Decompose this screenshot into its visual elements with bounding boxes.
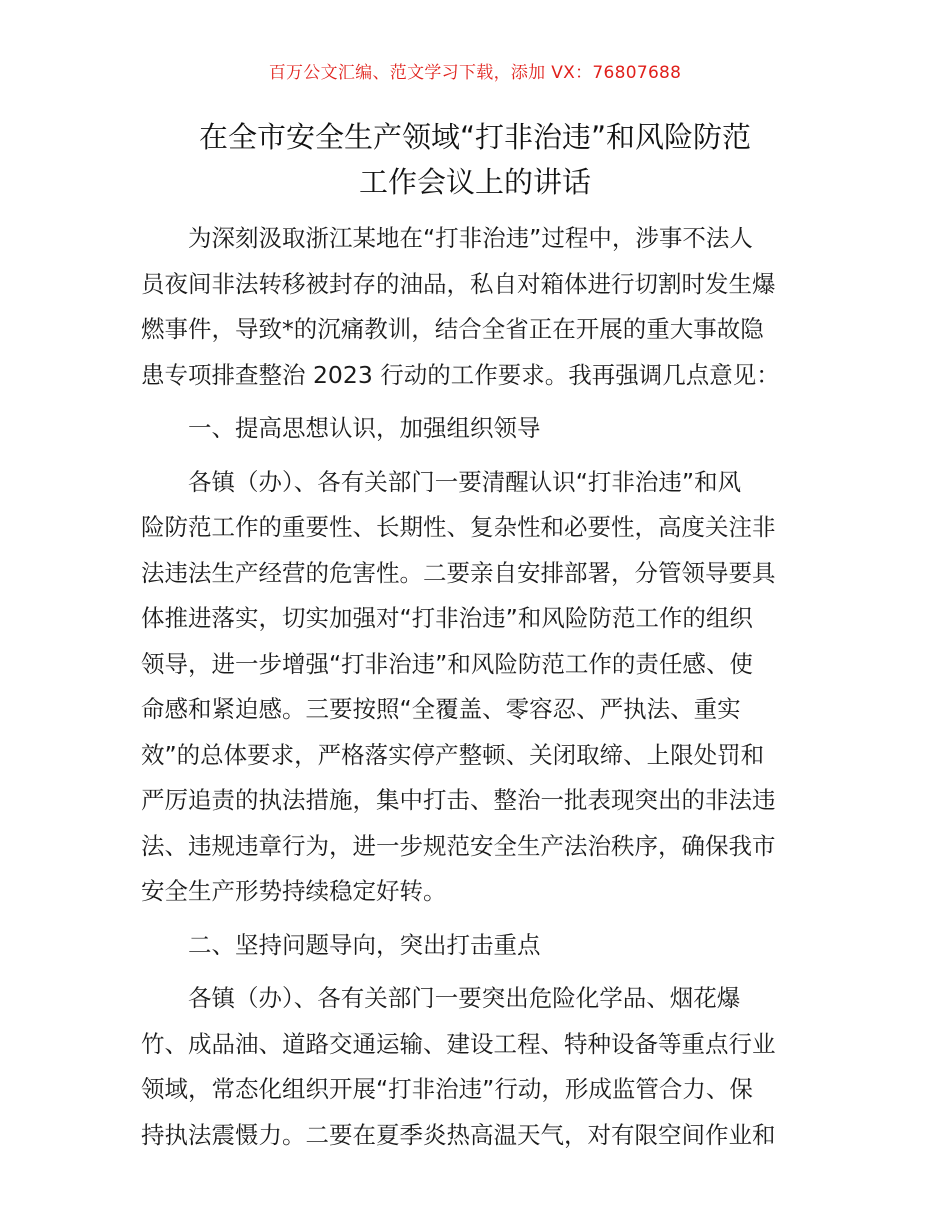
text-line: 险防范工作的重要性、长期性、复杂性和必要性，高度关注非 — [141, 513, 776, 541]
section-heading-1: 一、提高思想认识，加强组织领导 — [188, 414, 541, 442]
text-line: 员夜间非法转移被封存的油品，私自对箱体进行切割时发生爆 — [141, 269, 776, 298]
text-line: 各镇（办）、各有关部门一要清醒认识“打非治违”和风 — [188, 467, 742, 496]
text-line: 为深刻汲取浙江某地在“打非治违”过程中，涉事不法人 — [188, 224, 753, 252]
paragraph-intro — [141, 216, 813, 398]
paragraph-section-2 — [141, 976, 813, 1158]
document-body — [141, 216, 813, 1158]
paragraph-section-1 — [141, 460, 813, 915]
text-line: 法、违规违章行为，进一步规范安全生产法治秩序，确保我市 — [141, 831, 776, 860]
text-line: 严厉追责的执法措施，集中打击、整治一批表现突出的非法违 — [141, 786, 776, 814]
text-line: 法违法生产经营的危害性。二要亲自安排部署，分管领导要具 — [141, 558, 776, 587]
text-line: 领导，进一步增强“打非治违”和风险防范工作的责任感、使 — [141, 649, 753, 678]
text-line: 持执法震慑力。二要在夏季炎热高温天气，对有限空间作业和 — [141, 1120, 776, 1149]
text-line: 效”的总体要求，严格落实停产整顿、关闭取缔、上限处罚和 — [141, 740, 765, 769]
text-line: 领域，常态化组织开展“打非治违”行动，形成监管合力、保 — [141, 1075, 753, 1103]
text-line: 安全生产形势持续稳定好转。 — [141, 877, 447, 905]
title-line-2: 工作会议上的讲话 — [358, 165, 591, 199]
download-banner: 百万公文汇编、范文学习下载，添加 VX：76807688 — [268, 63, 682, 83]
text-line: 燃事件，导致*的沉痛教训，结合全省正在开展的重大事故隐 — [141, 315, 764, 343]
text-line: 体推进落实，切实加强对“打非治违”和风险防范工作的组织 — [141, 604, 753, 632]
title-line-1: 在全市安全生产领域“打非治违”和风险防范 — [198, 120, 752, 154]
text-line: 各镇（办）、各有关部门一要突出危险化学品、烟花爆 — [188, 984, 741, 1012]
document-title — [110, 115, 840, 205]
text-line: 竹、成品油、道路交通运输、建设工程、特种设备等重点行业 — [141, 1029, 776, 1058]
text-line: 患专项排查整治 2023 行动的工作要求。我再强调几点意见： — [141, 360, 780, 389]
section-heading-2: 二、坚持问题导向，突出打击重点 — [188, 930, 541, 959]
text-line: 命感和紧迫感。三要按照“全覆盖、零容忍、严执法、重实 — [141, 695, 741, 723]
